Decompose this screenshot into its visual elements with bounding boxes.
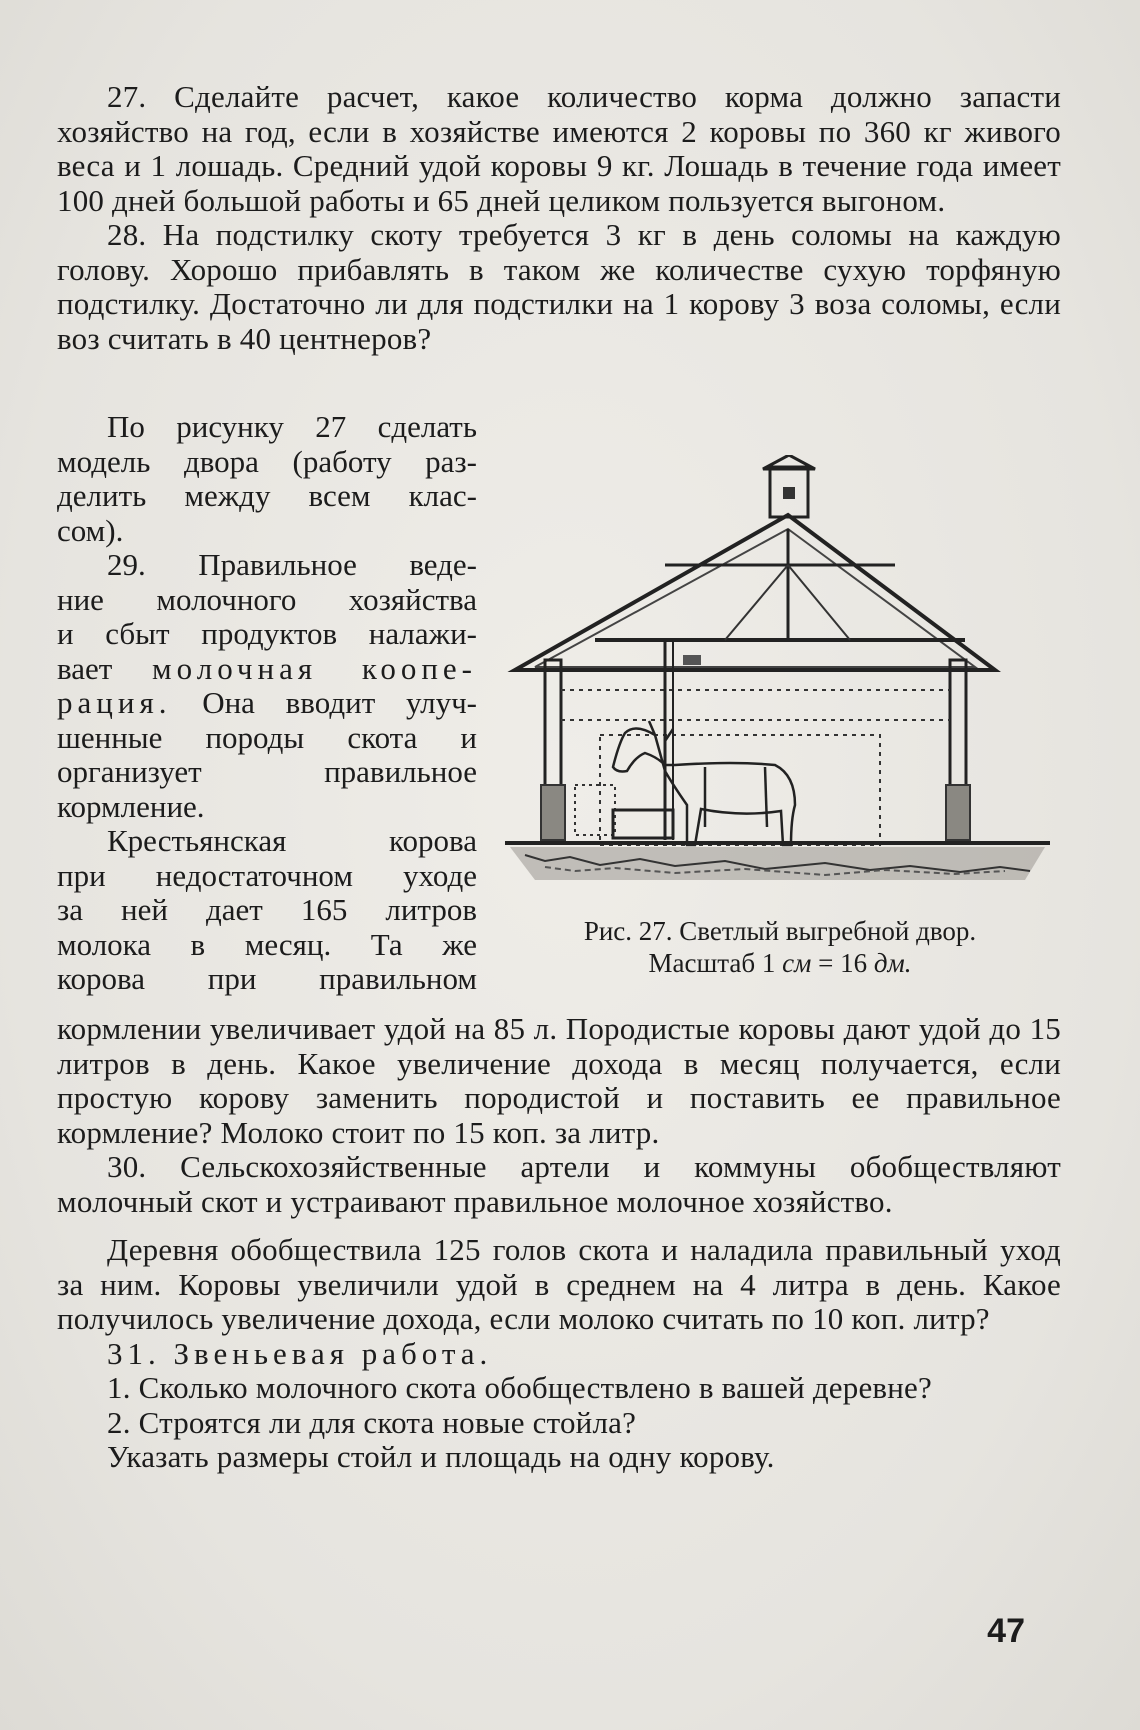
caption-text: Масштаб 1 — [648, 948, 783, 978]
roof-outline — [515, 515, 995, 670]
lamp — [683, 655, 701, 665]
paragraph-31-item: 1. Сколько молочного скота обобществлено в вашей деревне? — [107, 1370, 932, 1405]
paragraph-28: 28. На подстилку скоту требуется 3 кг в день соломы на каждую голову. Хорошо прибавлять в таком же количестве сухую торфяную подстилку. Достаточно ли для подстилки на 1 корову 3 воза соломы, если воз считать в 40 центнеров? — [57, 217, 1061, 356]
text-line: и сбыт продуктов налажи- — [57, 616, 477, 651]
paragraph-30: 30. Сельскохозяйственные артели и коммуны обобществляют молочный скот и устраивают правильное молочное хозяйство. — [57, 1149, 1061, 1219]
paragraphs-top — [57, 80, 1061, 356]
dotted-box — [575, 785, 615, 835]
text-line: корова при правильном — [57, 961, 477, 996]
right-foundation — [946, 785, 970, 840]
text-line: молока в месяц. Та же — [57, 926, 477, 962]
paragraph-31-title: 31. Звеньевая работа. — [107, 1335, 493, 1371]
text-line: делить между всем клас- — [57, 478, 477, 513]
text-line — [57, 652, 477, 687]
paragraph-27: 27. Сделайте расчет, какое количество корма должно запасти хозяйство на год, если в хозяйстве имеются 2 коровы по 360 кг живого веса и 1 лошадь. Средний удой коровы 9 кг. Лошадь в течение года имеет 100 дней большой работы и 65 дней целиком пользуется выгоном. — [57, 79, 1061, 218]
page-number: 47 — [987, 1612, 1025, 1650]
roof-inner — [535, 529, 975, 667]
paragraph-30b: Деревня обобществила 125 голов скота и наладила правильный уход за ним. Коровы увеличили удой в среднем на 4 литра в день. Какое получилось увеличение дохода, если молоко считать по 10 коп. литр? — [57, 1232, 1061, 1336]
paragraph-31-last: Указать размеры стойл и площадь на одну корову. — [107, 1439, 775, 1474]
left-wrapped-column — [57, 410, 477, 997]
text-line: Крестьянская корова — [107, 823, 477, 858]
caption-text: = 16 — [811, 948, 874, 978]
model-paragraph — [107, 410, 477, 445]
emphasis-text: рация. — [57, 685, 172, 720]
emphasis-text: молочная коопе- — [152, 650, 477, 686]
ground-fill — [510, 847, 1045, 880]
text-line: организует правильное — [57, 754, 477, 789]
caption-unit: см — [782, 948, 812, 978]
text-line: модель двора (работу раз- — [57, 443, 477, 479]
text-line: кормление. — [57, 788, 205, 824]
text-line: сом). — [57, 512, 124, 548]
vent-window — [783, 487, 795, 499]
brace — [725, 565, 788, 640]
cow-paragraph-continuation: кормлении увеличивает удой на 85 л. Породистые коровы дают удой до 15 литров в день. Какое увеличение дохода в месяц получается, если простую корову заменить породистой и поставить ее правильное кормление? Молоко стоит по 15 коп. за литр. — [57, 1011, 1061, 1150]
text-line — [57, 686, 477, 721]
left-foundation — [541, 785, 565, 840]
caption-unit: дм. — [873, 948, 912, 978]
text-line: По рисунку 27 сделать — [107, 409, 477, 444]
paragraphs-bottom — [57, 1012, 1061, 1475]
text-line: шенные породы скота и — [57, 719, 477, 755]
text-fragment: вает — [57, 650, 113, 686]
caption-line — [520, 947, 1040, 979]
text-line: при недостаточном уходе — [57, 857, 477, 893]
figure-caption — [520, 915, 1040, 979]
brace — [788, 565, 850, 640]
paragraph-31-item: 2. Строятся ли для скота новые стойла? — [107, 1404, 637, 1440]
text-line: 29. Правильное веде- — [107, 547, 477, 582]
barn-illustration — [505, 455, 1050, 905]
cow — [613, 721, 795, 845]
text-fragment: Она вводит улуч- — [202, 685, 477, 720]
caption-line: Рис. 27. Светлый выгребной двор. — [583, 916, 977, 946]
text-line: ние молочного хозяйства — [57, 581, 477, 617]
dotted-stall — [600, 735, 880, 845]
text-line: за ней дает 165 литров — [57, 892, 477, 927]
